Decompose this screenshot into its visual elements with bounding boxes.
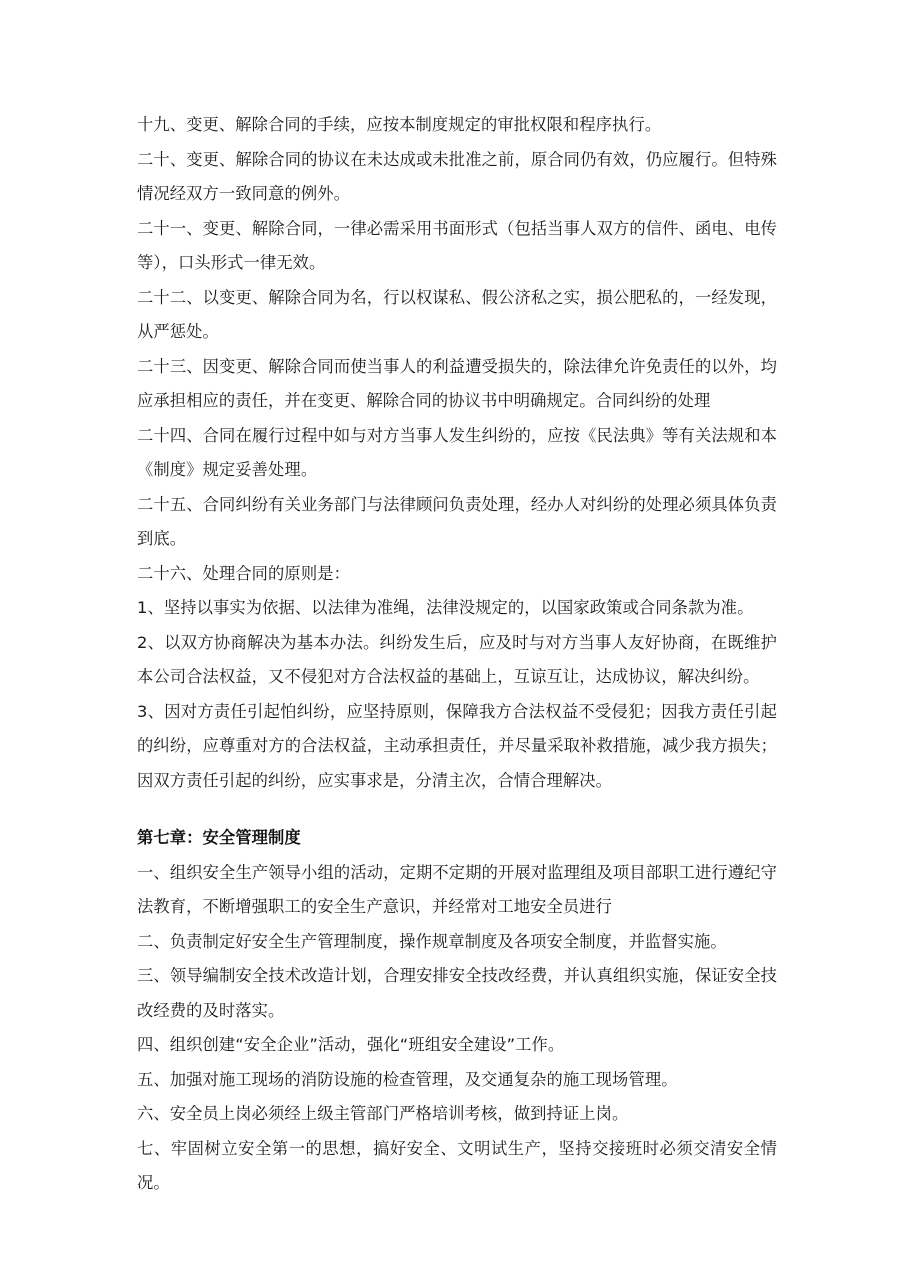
section-gap: [137, 798, 777, 821]
safety-item-7: 七、牢固树立安全第一的思想，搞好安全、文明试生产，坚持交接班时必须交清安全情况。: [137, 1138, 777, 1192]
safety-item-5: 五、加强对施工现场的消防设施的检查管理，及交通复杂的施工现场管理。: [137, 1069, 678, 1089]
safety-item-2: 二、负责制定好安全生产管理制度，操作规章制度及各项安全制度，并监督实施。: [137, 931, 727, 951]
principle-1: 1、坚持以事实为依据、以法律为准绳，法律没规定的，以国家政策或合同条款为准。: [137, 598, 754, 617]
clause-22: 二十二、以变更、解除合同为名，行以权谋私、假公济私之实，损公肥私的，一经发现，从严惩处。: [137, 287, 777, 341]
clause-23: 二十三、因变更、解除合同而使当事人的利益遭受损失的，除法律允许免责任的以外，均应承担相应的责任，并在变更、解除合同的协议书中明确规定。合同纠纷的处理: [137, 356, 777, 410]
safety-item-6: 六、安全员上岗必须经上级主管部门严格培训考核，做到持证上岗。: [137, 1104, 629, 1123]
clause-26: 二十六、处理合同的原则是：: [137, 563, 350, 583]
principle-2: 2、以双方协商解决为基本办法。纠纷发生后，应及时与对方当事人友好协商，在既维护本公司合法权益，又不侵犯对方合法权益的基础上，互谅互让，达成协议，解决纠纷。: [137, 632, 777, 686]
safety-item-1: 一、组织安全生产领导小组的活动，定期不定期的开展对监理组及项目部职工进行遵纪守法教育，不断增强职工的安全生产意识，并经常对工地安全员进行: [137, 862, 777, 916]
principle-3: 3、因对方责任引起怕纠纷，应坚持原则，保障我方合法权益不受侵犯；因我方责任引起的纠纷，应尊重对方的合法权益，主动承担责任，并尽量采取补救措施，减少我方损失；因双方责任引起的纠纷，应实事求是，分清主次，合情合理解决。: [137, 701, 777, 790]
chapter-heading: 第七章：安全管理制度: [137, 828, 301, 847]
safety-item-3: 三、领导编制安全技术改造计划，合理安排安全技改经费，并认真组织实施，保证安全技改经费的及时落实。: [137, 966, 777, 1020]
clause-21: 二十一、变更、解除合同，一律必需采用书面形式（包括当事人双方的信件、函电、电传等），口头形式一律无效。: [137, 218, 777, 272]
clause-20: 二十、变更、解除合同的协议在未达成或未批准之前，原合同仍有效，仍应履行。但特殊情况经双方一致同意的例外。: [137, 149, 777, 203]
safety-item-4: 四、组织创建“安全企业”活动，强化“班组安全建设”工作。: [137, 1035, 565, 1054]
clause-24: 二十四、合同在履行过程中如与对方当事人发生纠纷的，应按《民法典》等有关法规和本《制度》规定妥善处理。: [137, 425, 777, 479]
clause-25: 二十五、合同纠纷有关业务部门与法律顾问负责处理，经办人对纠纷的处理必须具体负责到底。: [137, 494, 777, 548]
clause-19: 十九、变更、解除合同的手续，应按本制度规定的审批权限和程序执行。: [137, 115, 662, 134]
document-body: [137, 108, 777, 1201]
